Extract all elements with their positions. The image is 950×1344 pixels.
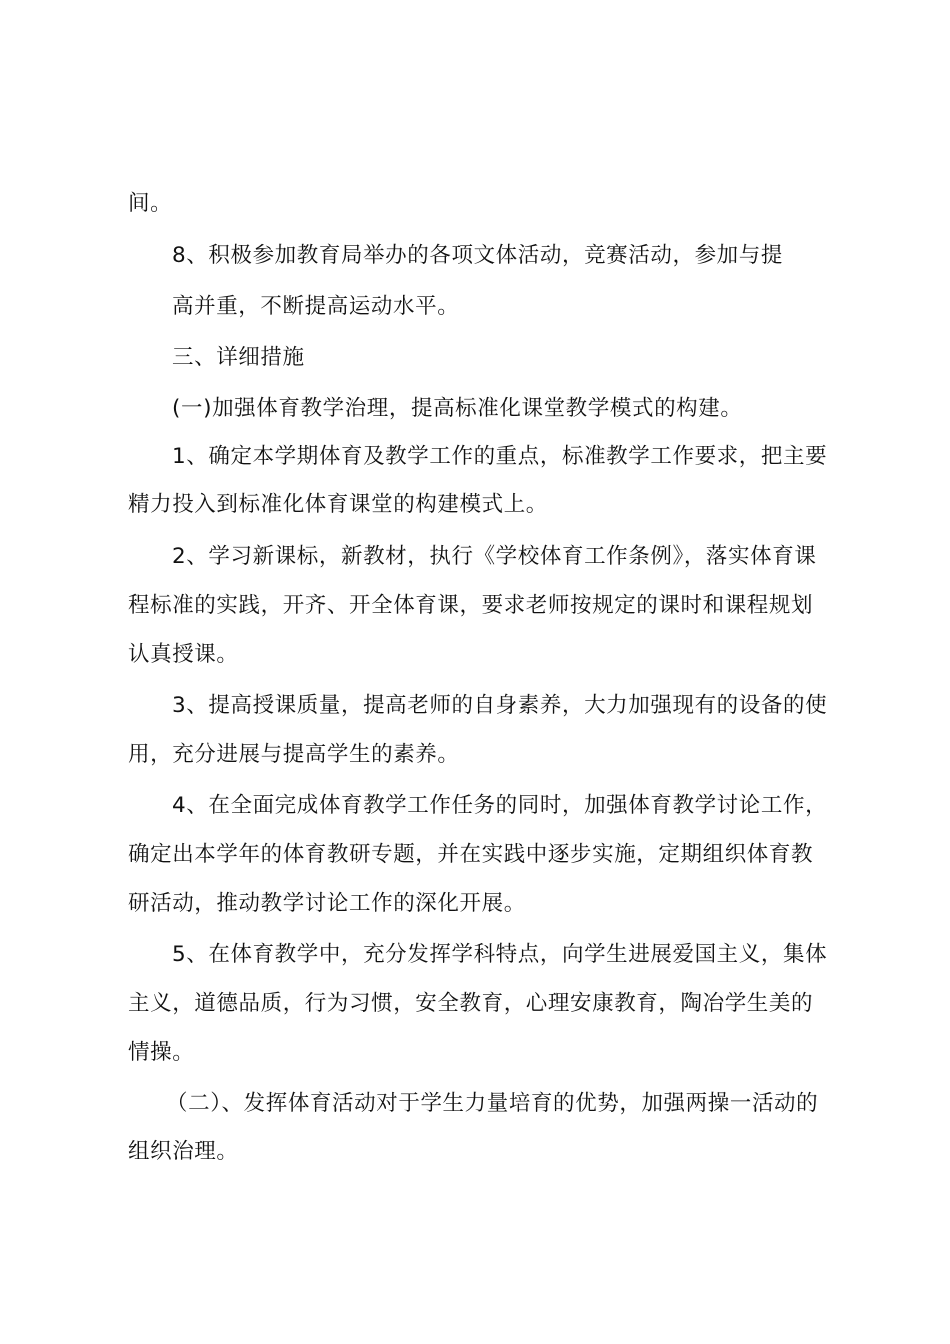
text-line: 1、确定本学期体育及教学工作的重点，标准教学工作要求，把主要 (172, 444, 828, 469)
text-line: 间。 (128, 191, 173, 216)
text-line: 情操。 (128, 1040, 195, 1065)
subsection-heading: （二）、发挥体育活动对于学生力量培育的优势，加强两操一活动的 (166, 1091, 819, 1116)
subsection-heading: (一)加强体育教学治理，提高标准化课堂教学模式的构建。 (172, 396, 743, 421)
text-line: 主义，道德品质，行为习惯，安全教育，心理安康教育，陶冶学生美的 (128, 991, 814, 1016)
text-line: 研活动，推动教学讨论工作的深化开展。 (128, 891, 526, 916)
text-line: 程标准的实践，开齐、开全体育课，要求老师按规定的课时和课程规划 (128, 593, 814, 618)
text-line: 高并重，不断提高运动水平。 (172, 294, 460, 319)
text-line: 2、学习新课标，新教材，执行《学校体育工作条例》，落实体育课 (172, 544, 817, 569)
text-line: 用，充分进展与提高学生的素养。 (128, 742, 460, 767)
text-line: 3、提高授课质量，提高老师的自身素养，大力加强现有的设备的使 (172, 693, 828, 718)
text-line: 4、在全面完成体育教学工作任务的同时，加强体育教学讨论工作， (172, 793, 828, 818)
text-line: 精力投入到标准化体育课堂的构建模式上。 (128, 492, 548, 517)
text-line: 确定出本学年的体育教研专题，并在实践中逐步实施，定期组织体育教 (128, 842, 814, 867)
text-line: 认真授课。 (128, 642, 239, 667)
text-line: 8、积极参加教育局举办的各项文体活动，竞赛活动，参加与提 (172, 243, 783, 268)
text-line: 组织治理。 (128, 1139, 239, 1164)
section-heading: 三、详细措施 (172, 345, 305, 370)
text-line: 5、在体育教学中，充分发挥学科特点，向学生进展爱国主义，集体 (172, 942, 828, 967)
